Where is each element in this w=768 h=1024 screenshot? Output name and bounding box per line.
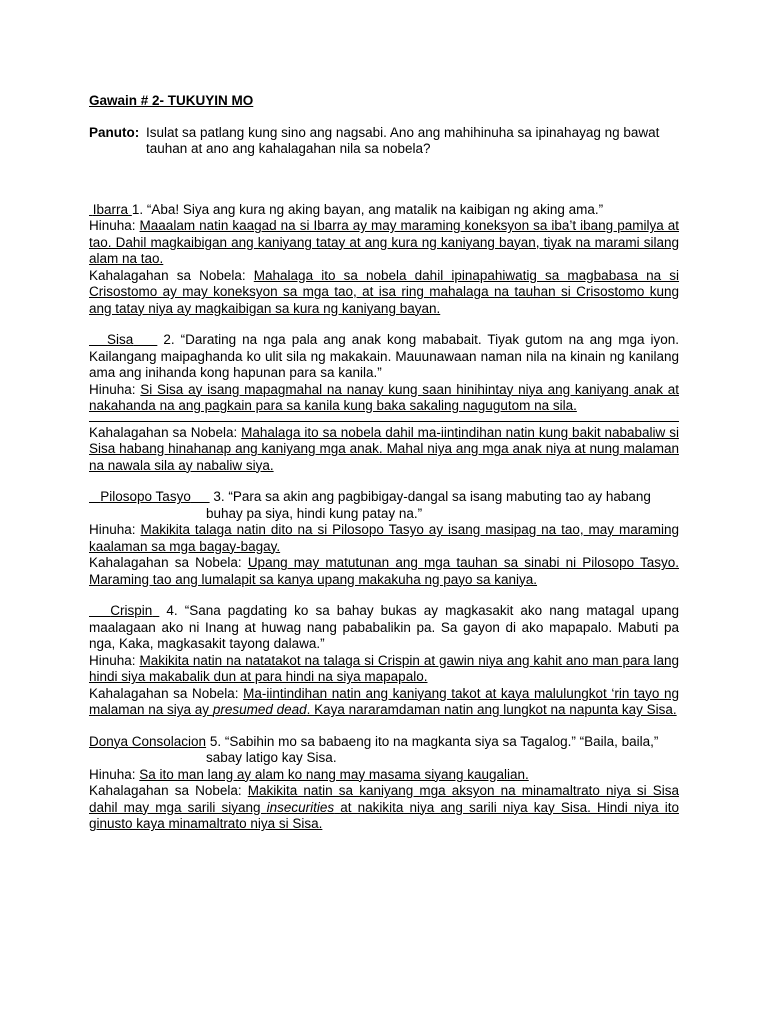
quote-text: 3. “Para sa akin ang pagbibigay-dangal sa isang mabuting tao ay habang <box>213 489 651 504</box>
item-4 <box>89 603 679 719</box>
kahalagahan-line <box>89 783 679 833</box>
quote-line <box>89 734 679 767</box>
hinuha-answer: Makikita natin na natatakot na talaga si Crispin at gawin niya ang kahit ano man para lang hindi siya makabalik dun at para hindi na siya mapapalo. <box>89 652 679 684</box>
speaker-answer: Crispin <box>110 603 153 618</box>
kahalagahan-answer: Upang may matutunan ang mga tauhan sa sinabi ni Pilosopo Tasyo. Maraming tao ang lumalapit sa kanya upang makakuha ng payo sa kaniya. <box>89 555 680 587</box>
item-1 <box>89 202 679 318</box>
kahalagahan-line <box>89 268 679 318</box>
item-2 <box>89 332 679 474</box>
kahalagahan-answer: Makikita natin sa kaniyang mga aksyon na minamaltrato niya si Sisa dahil may mga sarili siyang insecurities at nakikita niya ang sarili niya kay Sisa. Hindi niya ito ginusto kaya minamaltrato niya si Sisa. <box>89 783 679 831</box>
instructions <box>89 125 679 158</box>
speaker-answer: Sisa <box>107 332 134 347</box>
quote-text: 1. “Aba! Siya ang kura ng aking bayan, ang matalik na kaibigan ng aking ama.” <box>131 201 604 217</box>
hinuha-answer: Maaalam natin kaagad na si Ibarra ay may maraming koneksyon sa iba’t ibang pamilya at tao. Dahil magkaibigan ang kaniyang tatay at ang kura ng kaniyang bayan, tiyak na marami silang alam na tao. <box>89 218 679 266</box>
hinuha-answer: Makikita talaga natin dito na si Pilosopo Tasyo ay isang masipag na tao, may maraming kaalaman sa mga bagay-bagay. <box>89 522 679 554</box>
kahalagahan-label: Kahalagahan sa Nobela: <box>89 424 242 440</box>
kahalagahan-answer: Mahalaga ito sa nobela dahil ipinapahiwatig sa magbabasa na si Crisostomo ay may koneksyon sa mga tao, at isa ring mahalaga na tauhan si Crisostomo kung ang tatay niya ay magkaibigan sa kura ng kaniyang bayan. <box>89 267 680 316</box>
speaker-answer: Ibarra <box>92 201 129 217</box>
kahalagahan-label: Kahalagahan sa Nobela: <box>89 267 254 283</box>
kahalagahan-line <box>89 686 679 719</box>
hinuha-line <box>89 522 679 555</box>
hinuha-label: Hinuha: <box>89 381 141 397</box>
hinuha-line <box>89 218 679 268</box>
kahalagahan-answer: Ma-iintindihan natin ang kaniyang takot at kaya malulungkot ‘rin tayo ng malaman na siya ay presumed dead. Kaya nararamdaman natin ang lungkot na napunta kay Sisa. <box>89 685 680 717</box>
kahalagahan-answer: Mahalaga ito sa nobela dahil ma-iintindihan natin kung bakit nababaliw si Sisa habang hinahanap ang kaniyang mga anak. Mahal niya ang mga anak niya at nung malaman na nawala sila ay nabaliw siya. <box>89 424 679 473</box>
kahalagahan-line <box>89 555 679 588</box>
instructions-label: Panuto: <box>89 124 140 140</box>
hinuha-label: Hinuha: <box>89 218 140 233</box>
hinuha-answer: Sa ito man lang ay alam ko nang may masama siyang kaugalian. <box>139 766 529 782</box>
quote-line <box>89 332 679 382</box>
quote-line <box>89 202 679 219</box>
page-title: Gawain # 2- TUKUYIN MO <box>89 93 254 108</box>
item-5 <box>89 734 679 833</box>
hinuha-label: Hinuha: <box>89 766 140 782</box>
kahalagahan-line <box>89 425 679 475</box>
quote-line <box>89 489 679 522</box>
quote-text-continued: sabay latigo kay Sisa. <box>206 750 337 765</box>
quote-text: 2. “Darating na nga pala ang anak kong mababait. Tiyak gutom na ang mga iyon. Kailangang maipaghanda ko ulit sila ng makakain. Mauunawaan naman nila na kinain ng kanilang ama ang inihanda kong hapunan para sa kanila.” <box>89 332 679 380</box>
hinuha-line <box>89 382 679 415</box>
kahalagahan-label: Kahalagahan sa Nobela: <box>89 783 248 798</box>
instructions-text: Isulat sa patlang kung sino ang nagsabi. Ano ang mahihinuha sa ipinahayag ng bawat tauhan at ano ang kahalagahan nila sa nobela? <box>146 124 660 156</box>
speaker-answer: Donya Consolacion <box>89 733 207 749</box>
quote-line <box>89 603 679 653</box>
quote-text: 4. “Sana pagdating ko sa bahay bukas ay magkasakit ako nang matagal upang maalagaan ako ni Inang at huwag nang pababalikin pa. Sa gayon di ako mapapalo. Mabuti pa nga, Kaka, magkasakit tayong dalawa.” <box>89 603 679 651</box>
kahalagahan-label: Kahalagahan sa Nobela: <box>89 685 244 701</box>
hinuha-label: Hinuha: <box>89 522 141 537</box>
blank-line <box>89 415 679 422</box>
speaker-answer: Pilosopo Tasyo <box>100 489 191 504</box>
hinuha-answer: Si Sisa ay isang mapagmahal na nanay kung saan hinihintay niya ang kaniyang anak at nakahanda na ang pagkain para sa kanila kung baka sakaling nagugutom na sila. <box>89 381 679 413</box>
item-3 <box>89 489 679 588</box>
hinuha-line <box>89 767 679 784</box>
hinuha-label: Hinuha: <box>89 652 140 668</box>
kahalagahan-label: Kahalagahan sa Nobela: <box>89 555 248 570</box>
quote-text: 5. “Sabihin mo sa babaeng ito na magkanta siya sa Tagalog.” “Baila, baila,” <box>209 733 659 749</box>
quote-text-continued: buhay pa siya, hindi kung patay na.” <box>206 505 423 521</box>
hinuha-line <box>89 653 679 686</box>
